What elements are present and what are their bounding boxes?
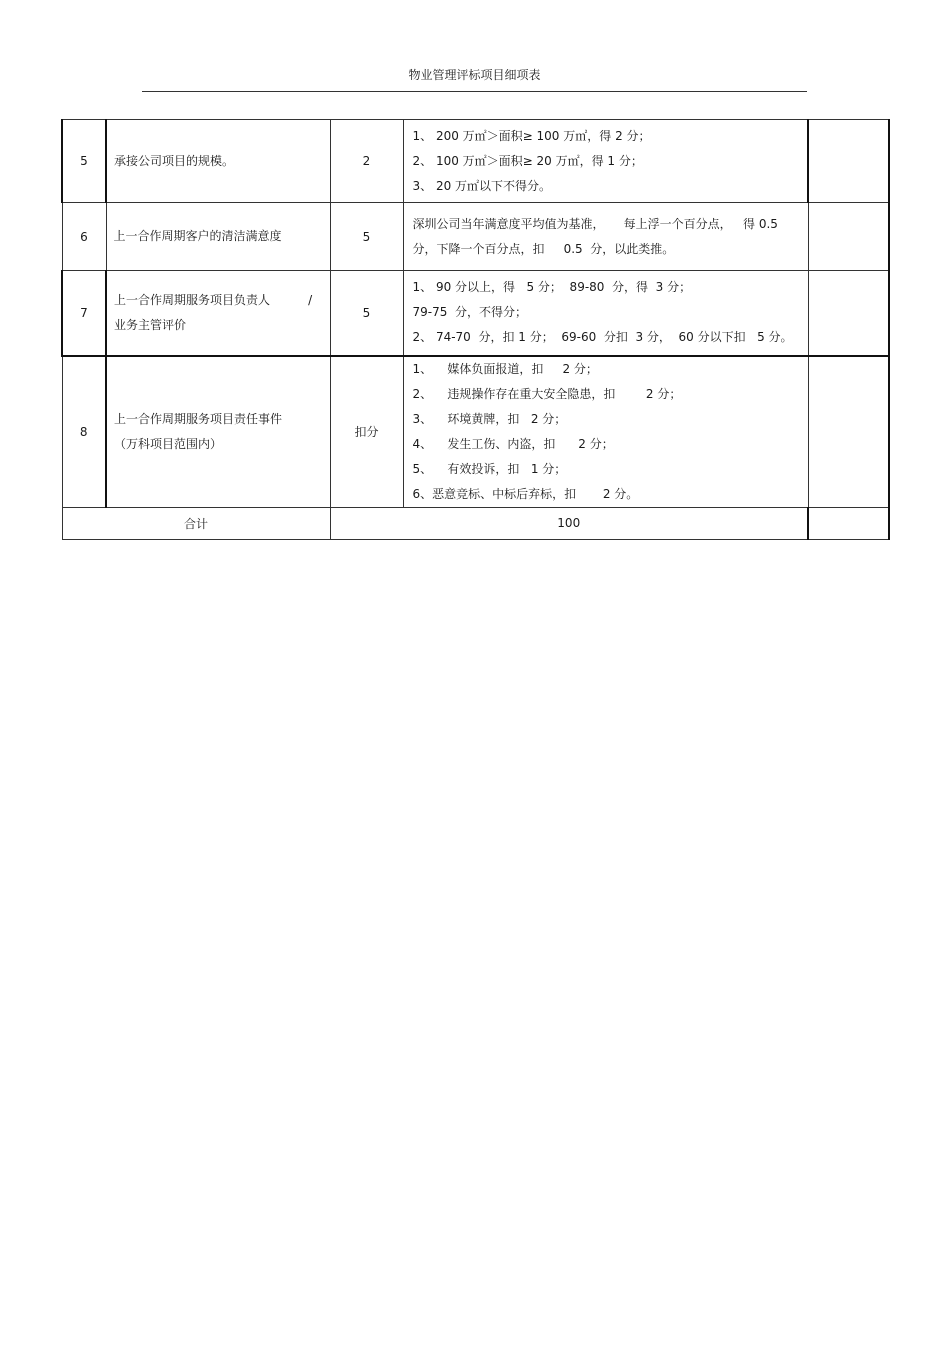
scoring-table <box>61 119 890 540</box>
row-score: 5 <box>330 271 403 356</box>
rule-line: 1、 200 万㎡＞面积≥ 100 万㎡，得 2 分； <box>412 128 651 143</box>
table-row <box>62 203 889 271</box>
item-line: 业务主管评价 <box>114 317 187 332</box>
total-value: 100 <box>330 507 808 539</box>
rule-line: 79-75 分，不得分； <box>412 305 527 320</box>
row-number: 7 <box>62 271 106 356</box>
row-score: 5 <box>330 203 403 271</box>
row-remark <box>808 203 889 271</box>
rule-line: 2、 100 万㎡＞面积≥ 20 万㎡，得 1 分； <box>412 153 643 168</box>
rule-line: 4、 发生工伤、内盗，扣 2 分； <box>412 436 614 451</box>
rule-line: 2、 74-70 分，扣 1 分； 69-60 分扣 3 分， 60 分以下扣 5 分。 <box>412 330 793 345</box>
rule-line: 1、 媒体负面报道，扣 2 分； <box>412 361 598 376</box>
row-number: 6 <box>62 203 106 271</box>
row-number: 5 <box>62 120 106 203</box>
rule-line: 6、恶意竞标、中标后弃标，扣 2 分。 <box>412 486 639 501</box>
row-rules <box>403 271 808 356</box>
item-line: 承接公司项目的规模。 <box>114 153 235 168</box>
total-remark <box>808 507 889 539</box>
row-score: 2 <box>330 120 403 203</box>
rule-line: 3、 20 万㎡以下不得分。 <box>412 178 552 193</box>
row-rules <box>403 203 808 271</box>
table-row <box>62 120 889 203</box>
rule-line: 深圳公司当年满意度平均值为基准， 每上浮一个百分点， 得 0.5 <box>412 216 778 231</box>
header-rule <box>142 91 807 92</box>
total-row <box>62 507 889 539</box>
rule-line: 1、 90 分以上，得 5 分； 89-80 分，得 3 分； <box>412 280 692 295</box>
row-score: 扣分 <box>330 356 403 508</box>
page-title: 物业管理评标项目细项表 <box>408 68 541 82</box>
table-row <box>62 356 889 508</box>
rule-line: 3、 环境黄牌，扣 2 分； <box>412 411 567 426</box>
rule-line: 分，下降一个百分点，扣 0.5 分，以此类推。 <box>412 241 675 256</box>
row-item <box>106 120 330 203</box>
row-number: 8 <box>62 356 106 508</box>
row-item <box>106 203 330 271</box>
item-line: （万科项目范围内） <box>114 436 223 451</box>
rule-line: 5、 有效投诉，扣 1 分； <box>412 461 567 476</box>
item-line: 上一合作周期服务项目责任事件 <box>114 411 283 426</box>
row-rules <box>403 356 808 508</box>
row-item <box>106 271 330 356</box>
row-remark <box>808 271 889 356</box>
rule-line: 2、 违规操作存在重大安全隐患，扣 2 分； <box>412 386 682 401</box>
item-line: 上一合作周期服务项目负责人 / <box>114 292 313 307</box>
row-remark <box>808 356 889 508</box>
row-item <box>106 356 330 508</box>
row-remark <box>808 120 889 203</box>
table-row <box>62 271 889 356</box>
item-line: 上一合作周期客户的清洁满意度 <box>113 229 282 243</box>
row-rules <box>403 120 808 203</box>
total-label: 合计 <box>62 507 330 539</box>
